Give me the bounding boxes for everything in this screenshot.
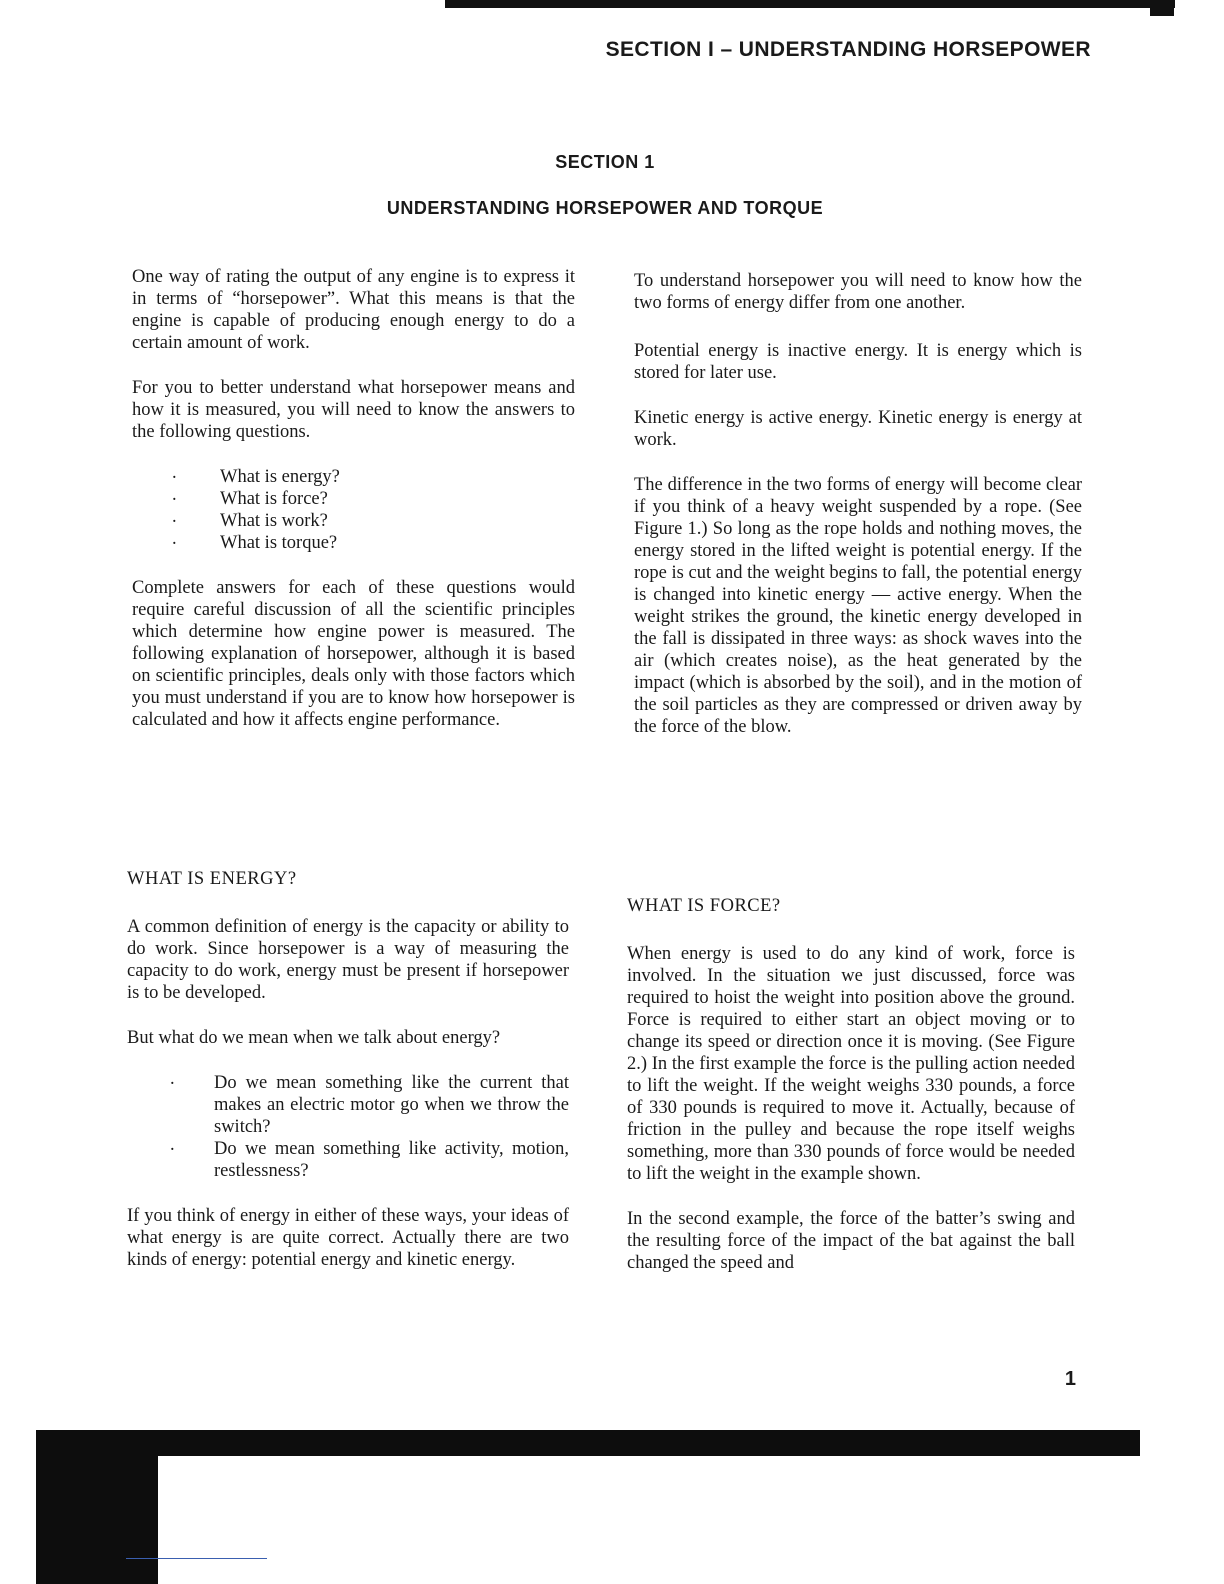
energy-paragraph-3: If you think of energy in either of these ways, your ideas of what energy is are quite correct. Actually there are two kinds of energy: potential energy and kinetic energy. [127, 1206, 569, 1270]
section-number: SECTION 1 [555, 152, 655, 172]
list-item: . Do we mean something like the current that makes an electric motor go when we throw the switch? [127, 1072, 569, 1138]
potential-energy-paragraph: Potential energy is inactive energy. It is energy which is stored for later use. [634, 341, 1082, 383]
energy-heading: WHAT IS ENERGY? [127, 869, 297, 889]
bottom-thin-line [126, 1558, 267, 1559]
list-item: . What is work? [132, 510, 575, 532]
list-item: . What is torque? [132, 532, 575, 554]
left-column-energy [127, 868, 569, 1271]
intro-paragraph-1: One way of rating the output of any engine is to express it in terms of “horsepower”. What this means is that the engine is capable of producing enough energy to do a certain amount of work. [132, 267, 575, 353]
kinetic-energy-paragraph: Kinetic energy is active energy. Kinetic energy is energy at work. [634, 408, 1082, 450]
list-item: . What is force? [132, 488, 575, 510]
section-title: UNDERSTANDING HORSEPOWER AND TORQUE [386, 198, 824, 218]
question-list [132, 466, 575, 554]
left-column-intro [132, 266, 575, 731]
weight-example-paragraph: The difference in the two forms of energy will become clear if you think of a heavy weight suspended by a rope. (See Figure 1.) So long as the rope holds and nothing moves, the energy stored in the lifted weight is potential energy. If the rope is cut and the weight begins to fall, the potential energy is changed into kinetic energy — active energy. When the weight strikes the ground, the kinetic energy developed in the fall is dissipated in three ways: as shock waves into the air (which creates noise), as the heat generated by the impact (which is absorbed by the soil), and in the motion of the soil particles as they are compressed or driven away by the force of the blow. [634, 475, 1082, 737]
page-number: 1 [1064, 1368, 1076, 1390]
energy-paragraph-2: But what do we mean when we talk about energy? [127, 1028, 501, 1048]
list-item: . What is energy? [132, 466, 575, 488]
force-paragraph-2: In the second example, the force of the batter’s swing and the resulting force of the impact of the bat against the ball changed the speed and [627, 1209, 1075, 1273]
top-border-rule [445, 0, 1175, 8]
top-border-tab [1150, 0, 1174, 16]
right-column-force [627, 895, 1075, 1274]
bottom-border-band [36, 1430, 1140, 1456]
forms-paragraph-1: To understand horsepower you will need to know how the two forms of energy differ from one another. [634, 271, 1082, 313]
energy-paragraph-1: A common definition of energy is the capacity or ability to do work. Since horsepower is a way of measuring the capacity to do work, energy must be present if horsepower is to be developed. [127, 917, 569, 1003]
list-item: . Do we mean something like activity, motion, restlessness? [127, 1138, 569, 1182]
intro-paragraph-3: Complete answers for each of these questions would require careful discussion of all the scientific principles which determine how engine power is measured. The following explanation of horsepower, although it is based on scientific principles, deals only with those factors which you must understand if you are to know how horsepower is calculated and how it affects engine performance. [132, 578, 575, 730]
right-column-energy-forms [634, 270, 1082, 738]
intro-paragraph-2: For you to better understand what horsepower means and how it is measured, you will need to know the answers to the following questions. [132, 378, 575, 442]
energy-question-list [127, 1072, 569, 1182]
bottom-corner-block [36, 1430, 158, 1584]
running-head: SECTION I – UNDERSTANDING HORSEPOWER [605, 38, 1091, 61]
force-paragraph-1: When energy is used to do any kind of work, force is involved. In the situation we just discussed, force was required to hoist the weight into position above the ground. Force is required to either start an object moving or to change its speed or direction once it is moving. (See Figure 2.) In the first example the force is the pulling action needed to lift the weight. If the weight weighs 330 pounds, a force of 330 pounds is required to move it. Actually, because of friction in the pulley and because the rope itself weighs something, more than 330 pounds of force would be needed to lift the weight in the example shown. [627, 944, 1075, 1184]
force-heading: WHAT IS FORCE? [627, 896, 781, 916]
